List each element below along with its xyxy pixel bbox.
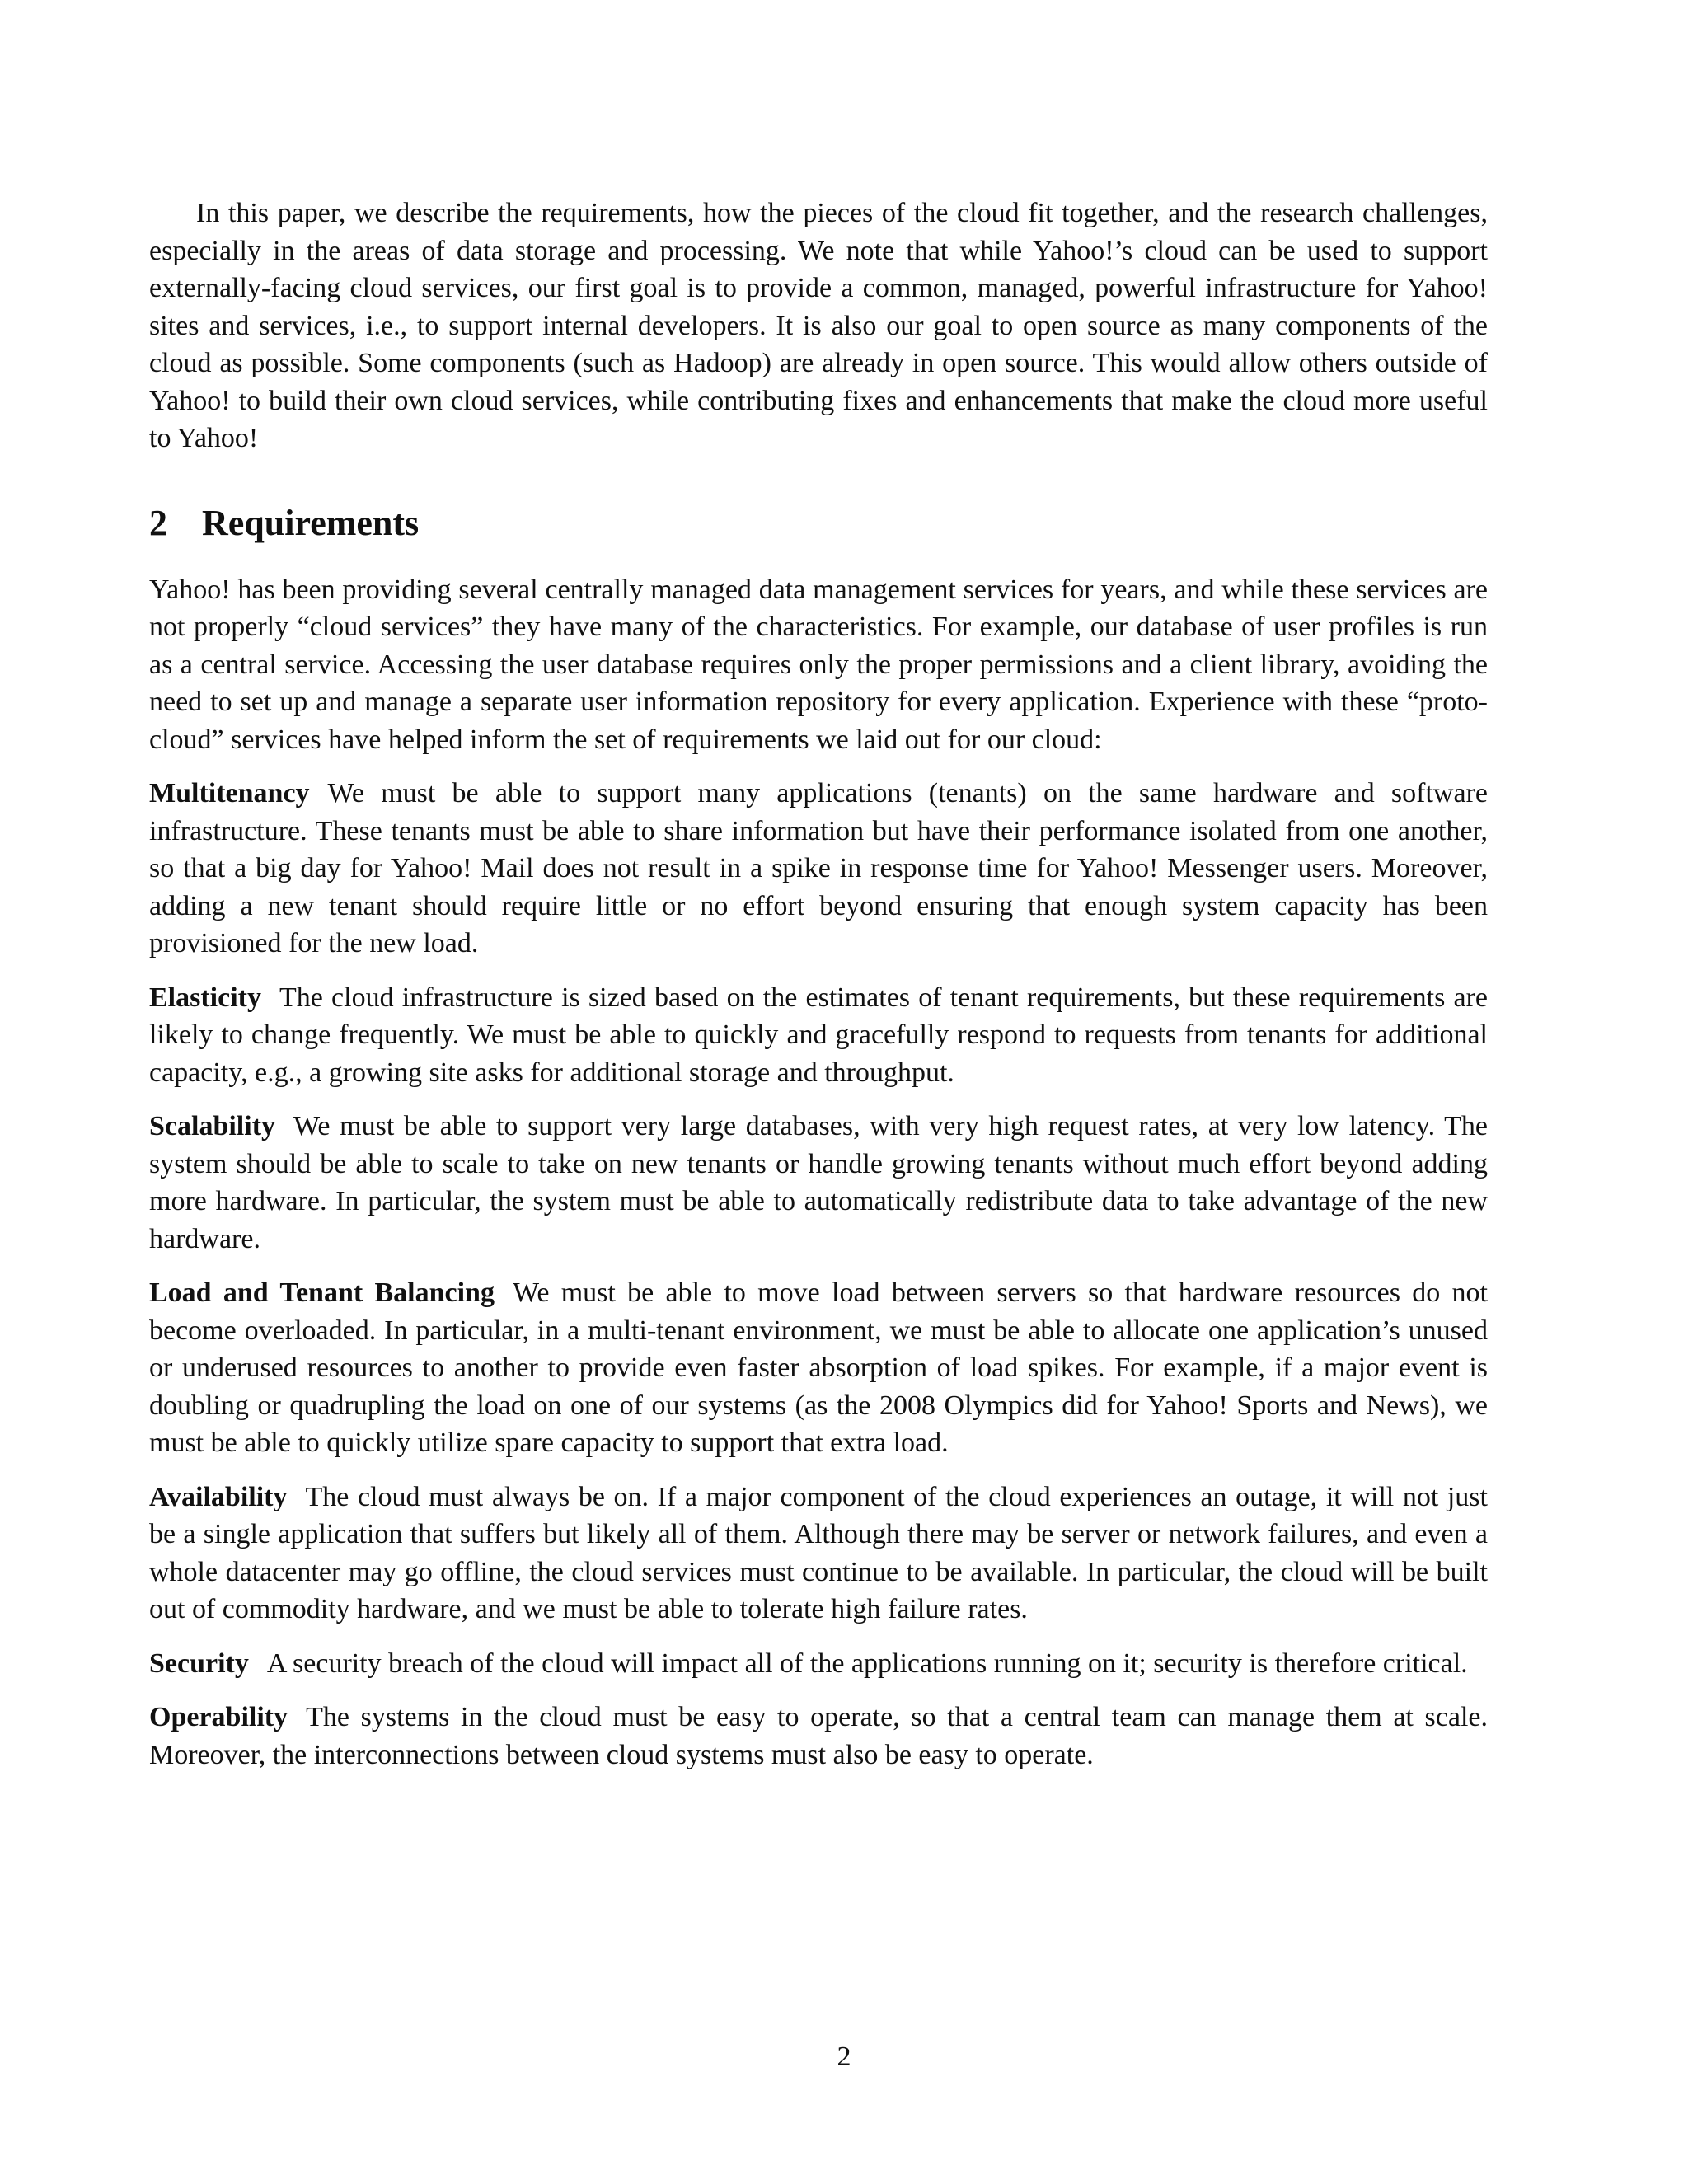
requirement-text: The cloud must always be on. If a major component of the cloud experiences an outage, it will not just be a single application that suffers but likely all of them. Although there may be server or network failures, and even a whole datacenter may go offline, the cloud services must continue to be available. In particular, the cloud will be built out of commodity hardware, and we must be able to tolerate high failure rates.	[149, 1481, 1488, 1624]
requirement-elasticity	[149, 979, 1488, 1092]
requirement-term: Availability	[149, 1481, 288, 1512]
requirement-multitenancy	[149, 775, 1488, 963]
requirement-term: Load and Tenant Balancing	[149, 1277, 495, 1308]
requirement-text: A security breach of the cloud will impact all of the applications running on it; security is therefore critical.	[266, 1647, 1468, 1679]
requirement-term: Operability	[149, 1702, 288, 1732]
intro-paragraph: In this paper, we describe the requirements, how the pieces of the cloud fit together, and the research challenges, especially in the areas of data storage and processing. We note that while Yahoo!’s cloud can be used to support externally-facing cloud services, our first goal is to provide a common, managed, powerful infrastructure for Yahoo! sites and services, i.e., to support internal developers. It is also our goal to open source as many components of the cloud as possible. Some components (such as Hadoop) are already in open source. This would allow others outside of Yahoo! to build their own cloud services, while contributing fixes and enhancements that make the cloud more useful to Yahoo!	[149, 198, 1488, 453]
requirement-load-balancing	[149, 1274, 1488, 1462]
section-title: Requirements	[202, 502, 420, 543]
requirement-text: The systems in the cloud must be easy to operate, so that a central team can manage them at scale. Moreover, the interconnections between cloud systems must also be easy to operate.	[149, 1702, 1488, 1770]
requirement-text: We must be able to support many applications (tenants) on the same hardware and software infrastructure. These tenants must be able to share information but have their performance isolated from one another, so that a big day for Yahoo! Mail does not result in a spike in response time for Yahoo! Messenger users. Moreover, adding a new tenant should require little or no effort beyond ensuring that enough system capacity has been provisioned for the new load.	[149, 778, 1488, 958]
section-number: 2	[149, 502, 167, 543]
requirement-availability	[149, 1479, 1488, 1629]
requirement-term: Security	[149, 1647, 249, 1679]
requirement-operability	[149, 1699, 1488, 1774]
requirement-term: Elasticity	[149, 982, 261, 1013]
requirement-term: Scalability	[149, 1111, 276, 1141]
requirement-scalability	[149, 1108, 1488, 1258]
page-number: 2	[837, 2041, 851, 2072]
requirement-text: We must be able to move load between servers so that hardware resources do not become overloaded. In particular, in a multi-tenant environment, we must be able to allocate one application’s unused or underused resources to another to provide even faster absorption of load spikes. For example, if a major event is doubling or quadrupling the load on one of our systems (as the 2008 Olympics did for Yahoo! Sports and News), we must be able to quickly utilize spare capacity to support that extra load.	[149, 1277, 1488, 1458]
requirement-security	[149, 1645, 1488, 1683]
section-lead-paragraph: Yahoo! has been providing several centrally managed data management services for years, and while these services are not properly “cloud services” they have many of the characteristics. For example, our database of user profiles is run as a central service. Accessing the user database requires only the proper permissions and a client library, avoiding the need to set up and manage a separate user information repository for every application. Experience with these “proto-cloud” services have helped inform the set of requirements we laid out for our cloud:	[149, 574, 1488, 755]
text-column	[149, 194, 1488, 1790]
requirement-term: Multitenancy	[149, 778, 310, 808]
section-heading	[149, 500, 1488, 546]
requirement-text: The cloud infrastructure is sized based on the estimates of tenant requirements, but these requirements are likely to change frequently. We must be able to quickly and gracefully respond to requests from tenants for additional capacity, e.g., a growing site asks for additional storage and throughput.	[149, 982, 1488, 1088]
requirement-text: We must be able to support very large databases, with very high request rates, at very low latency. The system should be able to scale to take on new tenants or handle growing tenants without much effort beyond adding more hardware. In particular, the system must be able to automatically redistribute data to take advantage of the new hardware.	[149, 1111, 1488, 1254]
